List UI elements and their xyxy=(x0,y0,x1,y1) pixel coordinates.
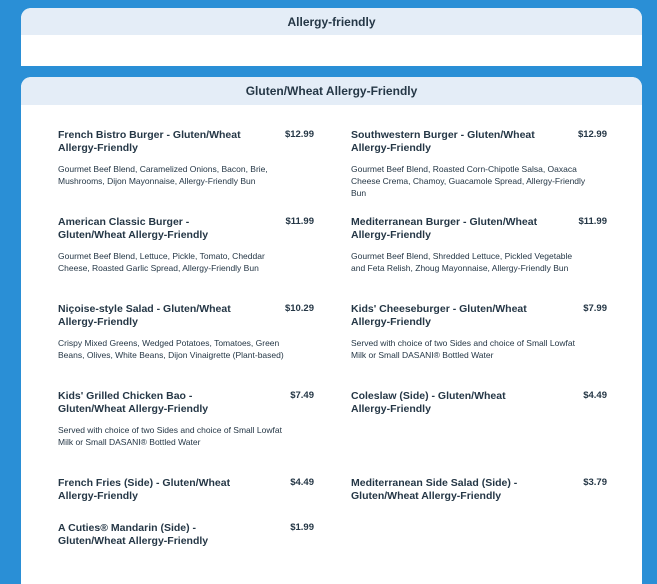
menu-item-price: $10.29 xyxy=(284,303,314,314)
menu-item xyxy=(351,303,607,390)
menu-item-description: Gourmet Beef Blend, Lettuce, Pickle, Tomato, Cheddar Cheese, Roasted Garlic Spread, Allergy-Friendly Bun xyxy=(58,251,265,273)
menu-item-description: Gourmet Beef Blend, Shredded Lettuce, Pickled Vegetable and Feta Relish, Zhoug Mayonnaise, Allergy-Friendly Bun xyxy=(351,251,573,273)
menu-item-name: Coleslaw (Side) - Gluten/Wheat Allergy-Friendly xyxy=(351,390,506,415)
menu-item-price: $4.49 xyxy=(290,477,314,488)
menu-item-price: $4.49 xyxy=(583,390,607,401)
menu-item-name: Southwestern Burger - Gluten/Wheat Allergy-Friendly xyxy=(351,129,535,154)
section-header[interactable] xyxy=(21,77,642,105)
menu-item xyxy=(58,303,314,390)
menu-item xyxy=(351,390,607,477)
menu-item-description: Served with choice of two Sides and choice of Small Lowfat Milk or Small DASANI® Bottled Water xyxy=(351,338,575,360)
gluten-wheat-section xyxy=(21,77,642,584)
menu-item-price: $3.79 xyxy=(583,477,607,488)
menu-item xyxy=(351,129,607,216)
menu-item-price: $1.99 xyxy=(290,522,314,533)
menu-item xyxy=(58,477,314,522)
menu-item-name: Niçoise-style Salad - Gluten/Wheat Allergy-Friendly xyxy=(58,303,231,328)
menu-item-price: $7.99 xyxy=(583,303,607,314)
menu-item-name: A Cuties® Mandarin (Side) - Gluten/Wheat Allergy-Friendly xyxy=(58,522,209,547)
menu-item-name: Mediterranean Burger - Gluten/Wheat Allergy-Friendly xyxy=(351,216,538,241)
menu-item-description: Served with choice of two Sides and choice of Small Lowfat Milk or Small DASANI® Bottled Water xyxy=(58,425,282,447)
menu-grid xyxy=(58,129,606,552)
menu-item xyxy=(58,129,314,216)
allergy-friendly-section xyxy=(21,8,642,66)
menu-item-name: French Fries (Side) - Gluten/Wheat Allergy-Friendly xyxy=(58,477,231,502)
menu-item-price: $7.49 xyxy=(290,390,314,401)
menu-item-price: $11.99 xyxy=(285,216,314,227)
menu-item xyxy=(58,522,314,552)
menu-item-price: $11.99 xyxy=(578,216,607,227)
menu-item-name: American Classic Burger - Gluten/Wheat Allergy-Friendly xyxy=(58,216,209,241)
menu-item-price: $12.99 xyxy=(577,129,607,140)
menu-item xyxy=(351,477,607,522)
menu-item xyxy=(58,390,314,477)
section-title: Allergy-friendly xyxy=(287,14,376,29)
menu-item-description: Gourmet Beef Blend, Caramelized Onions, Bacon, Brie, Mushrooms, Dijon Mayonnaise, Allergy-Friendly Bun xyxy=(58,164,268,186)
menu-item xyxy=(351,216,607,303)
menu-item-name: Mediterranean Side Salad (Side) - Gluten/Wheat Allergy-Friendly xyxy=(351,477,518,502)
menu-item-name: Kids' Cheeseburger - Gluten/Wheat Allergy-Friendly xyxy=(351,303,527,328)
section-title: Gluten/Wheat Allergy-Friendly xyxy=(245,84,418,98)
menu-item-price: $12.99 xyxy=(284,129,314,140)
menu-item xyxy=(58,216,314,303)
menu-item-name: Kids' Grilled Chicken Bao - Gluten/Wheat Allergy-Friendly xyxy=(58,390,209,415)
menu-item-description: Gourmet Beef Blend, Roasted Corn-Chipotle Salsa, Oaxaca Cheese Crema, Chamoy, Guacamole Spread, Allergy-Friendly Bun xyxy=(351,164,586,198)
menu-item-description: Crispy Mixed Greens, Wedged Potatoes, Tomatoes, Green Beans, Olives, White Beans, Dijon Vinaigrette (Plant-based) xyxy=(58,338,284,360)
section-header[interactable] xyxy=(21,8,642,35)
menu-item-name: French Bistro Burger - Gluten/Wheat Allergy-Friendly xyxy=(58,129,241,154)
